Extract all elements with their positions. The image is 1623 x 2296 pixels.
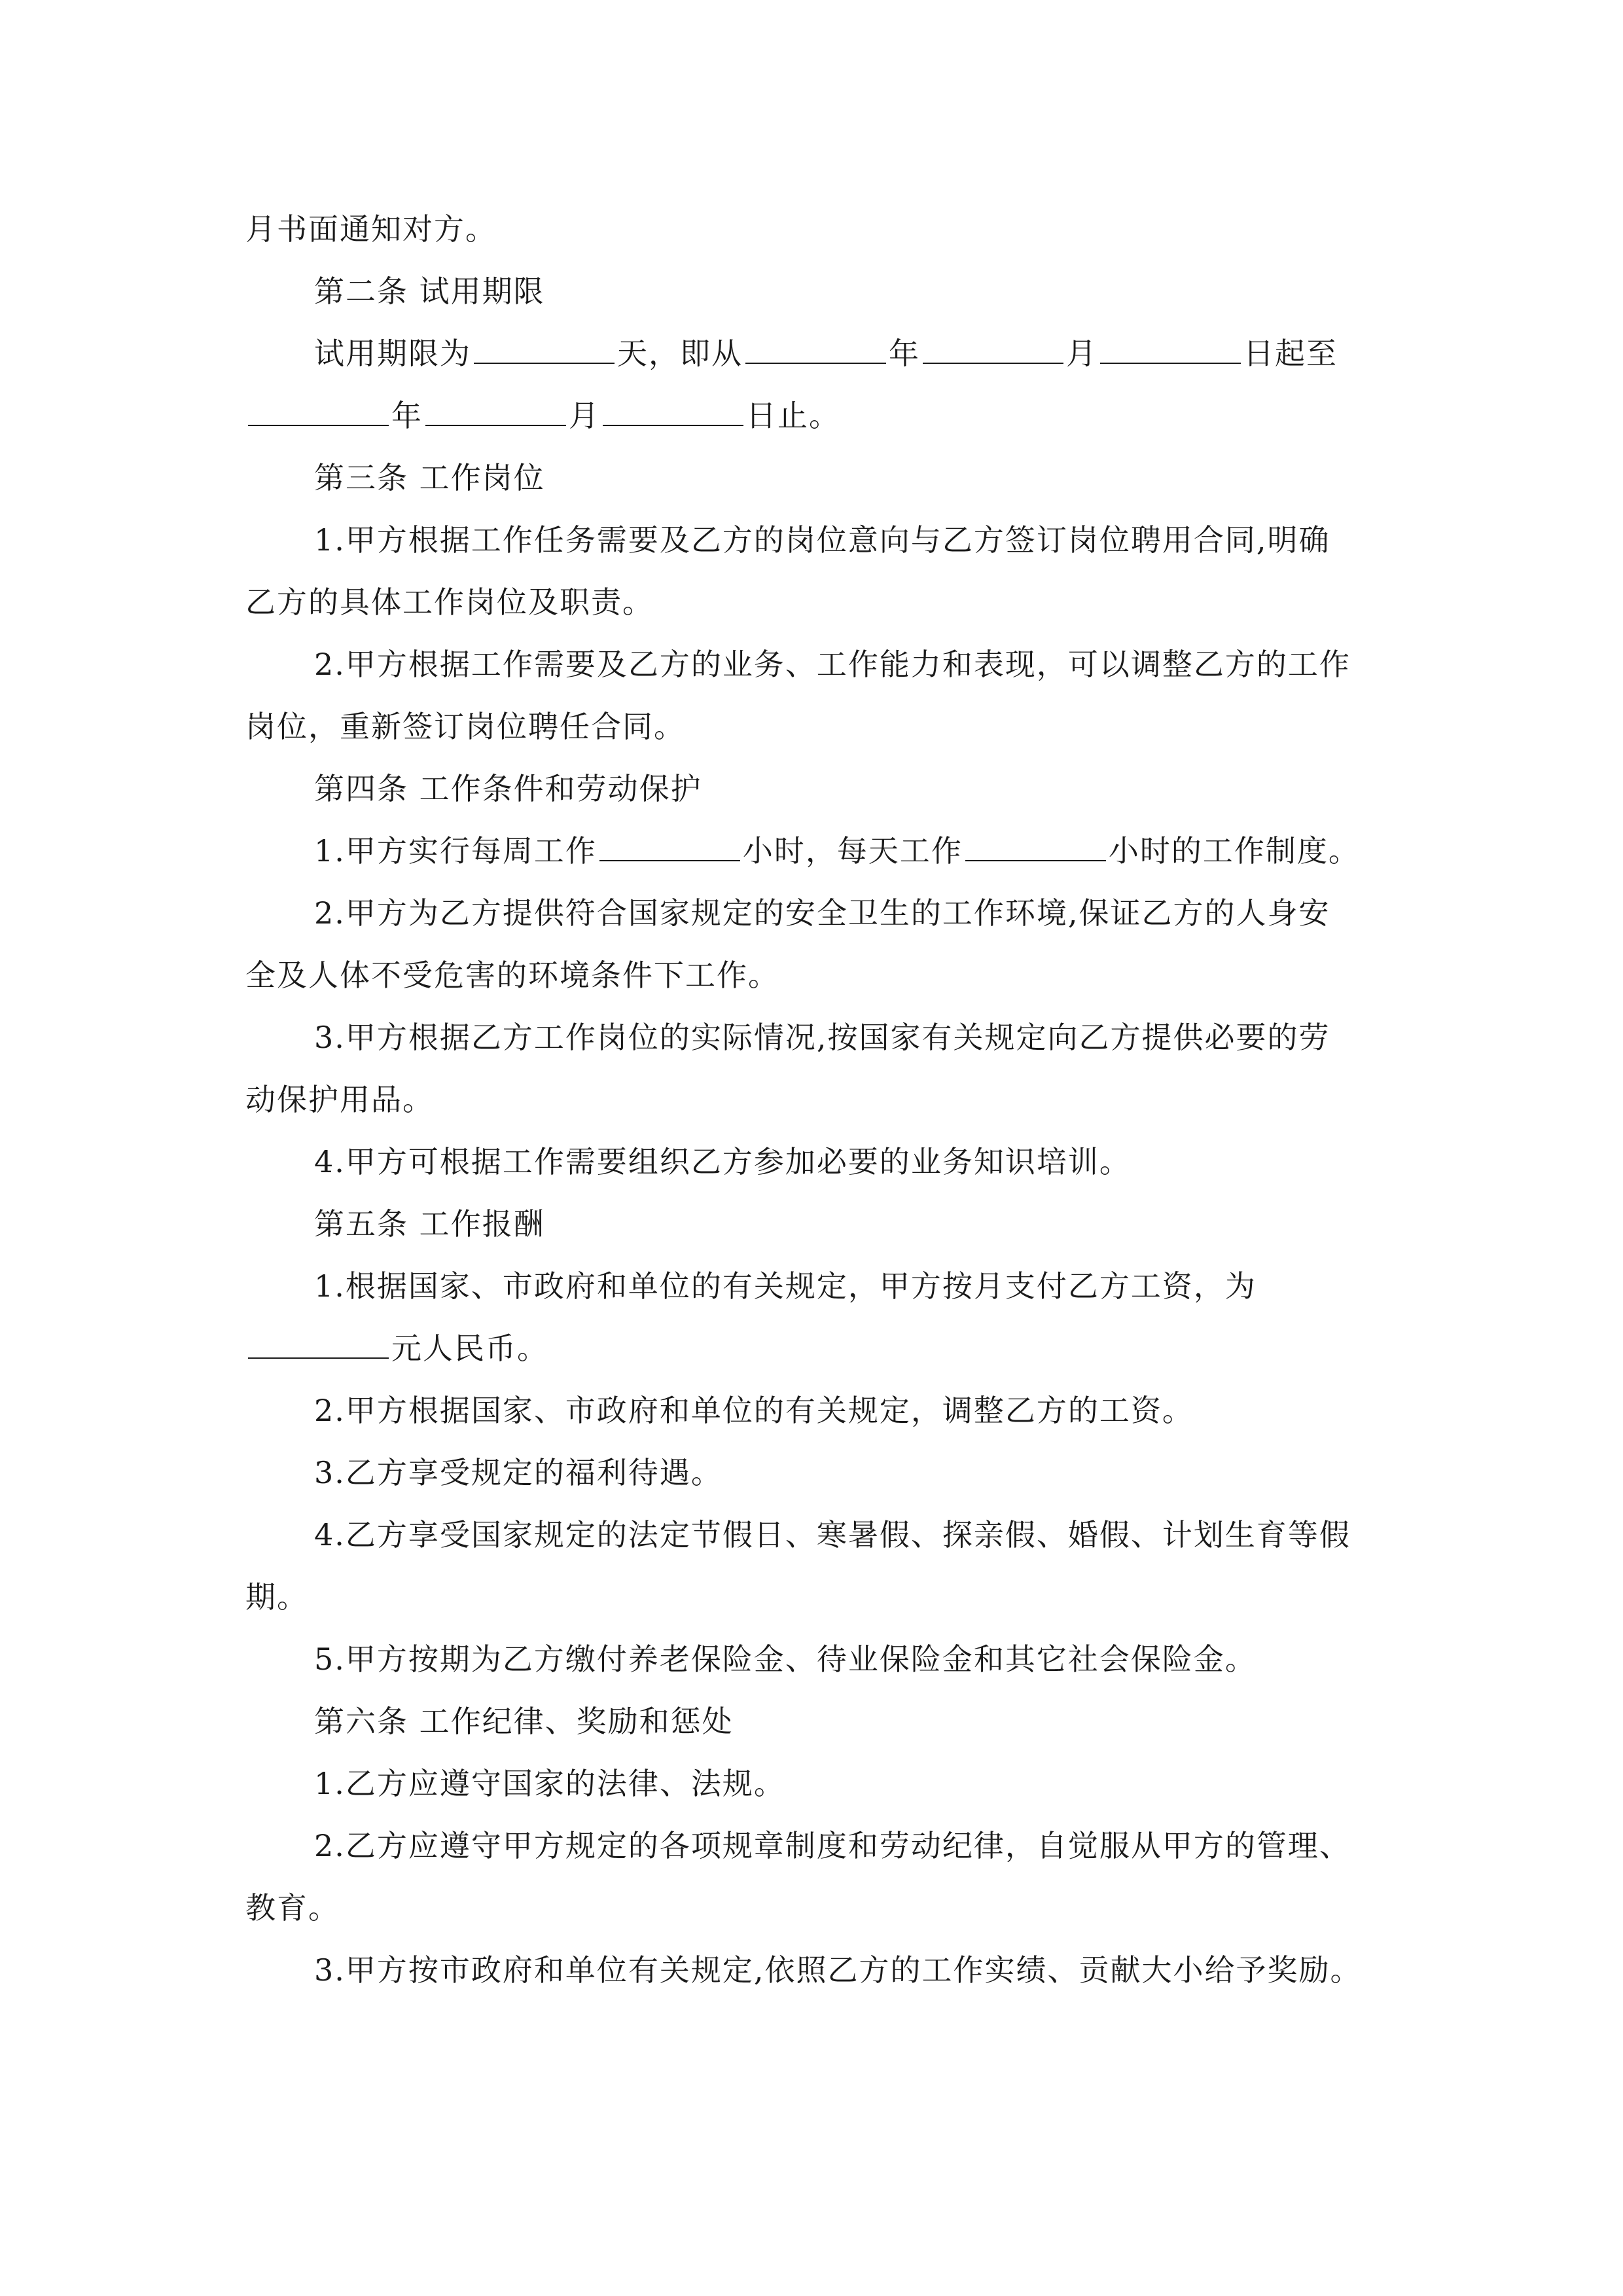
paragraph-line: 月书面通知对方。: [245, 211, 497, 247]
blank-start-month[interactable]: [923, 329, 1063, 364]
paragraph-line: 1.甲方根据工作任务需要及乙方的岗位意向与乙方签订岗位聘用合同,明确: [314, 522, 1330, 558]
paragraph-line: 1.根据国家、市政府和单位的有关规定，甲方按月支付乙方工资，为: [314, 1268, 1257, 1304]
blank-end-year[interactable]: [248, 391, 389, 426]
blank-salary-amount[interactable]: [248, 1323, 389, 1359]
salary-amount-line: 元人民币。: [245, 1322, 1404, 1374]
paragraph-line: 5.甲方按期为乙方缴付养老保险金、待业保险金和其它社会保险金。: [314, 1641, 1257, 1677]
article-3-heading: 第三条 工作岗位: [314, 460, 545, 495]
paragraph-line: 2.甲方根据国家、市政府和单位的有关规定，调整乙方的工资。: [314, 1393, 1194, 1428]
paragraph-line: 3.甲方按市政府和单位有关规定,依照乙方的工作实绩、贡献大小给予奖励。: [314, 1952, 1362, 1988]
blank-daily-hours[interactable]: [965, 826, 1106, 861]
paragraph-line: 4.乙方享受国家规定的法定节假日、寒暑假、探亲假、婚假、计划生育等假: [314, 1517, 1351, 1552]
article-5-heading: 第五条 工作报酬: [314, 1206, 545, 1242]
paragraph-line: 2.甲方根据工作需要及乙方的业务、工作能力和表现，可以调整乙方的工作: [314, 647, 1351, 682]
paragraph-line: 2.乙方应遵守甲方规定的各项规章制度和劳动纪律，自觉服从甲方的管理、: [314, 1828, 1351, 1863]
article-4-heading: 第四条 工作条件和劳动保护: [314, 771, 702, 806]
paragraph-line: 1.乙方应遵守国家的法律、法规。: [314, 1766, 785, 1801]
blank-end-day[interactable]: [603, 391, 743, 426]
paragraph-line: 期。: [245, 1579, 308, 1615]
paragraph-line: 全及人体不受危害的环境条件下工作。: [245, 958, 779, 993]
blank-start-day[interactable]: [1100, 329, 1241, 364]
paragraph-line: 3.甲方根据乙方工作岗位的实际情况,按国家有关规定向乙方提供必要的劳: [314, 1020, 1330, 1055]
paragraph-line: 教育。: [245, 1890, 340, 1926]
paragraph-line: 4.甲方可根据工作需要组织乙方参加必要的业务知识培训。: [314, 1144, 1131, 1179]
working-hours-line: 1.甲方实行每周工作 小时，每天工作 小时的工作制度。: [314, 825, 1404, 877]
blank-days[interactable]: [474, 329, 615, 364]
blank-start-year[interactable]: [745, 329, 886, 364]
paragraph-line: 2.甲方为乙方提供符合国家规定的安全卫生的工作环境,保证乙方的人身安: [314, 895, 1330, 931]
paragraph-line: 3.乙方享受规定的福利待遇。: [314, 1455, 722, 1490]
paragraph-line: 乙方的具体工作岗位及职责。: [245, 584, 654, 620]
probation-end-line: 年 月 日止。: [245, 389, 1404, 442]
article-2-heading: 第二条 试用期限: [314, 274, 545, 309]
blank-weekly-hours[interactable]: [599, 826, 740, 861]
article-6-heading: 第六条 工作纪律、奖励和惩处: [314, 1704, 734, 1739]
paragraph-line: 岗位，重新签订岗位聘任合同。: [245, 709, 685, 744]
paragraph-line: 动保护用品。: [245, 1082, 434, 1117]
probation-period-line: 试用期限为 天，即从 年 月 日起至: [314, 327, 1404, 380]
blank-end-month[interactable]: [425, 391, 566, 426]
